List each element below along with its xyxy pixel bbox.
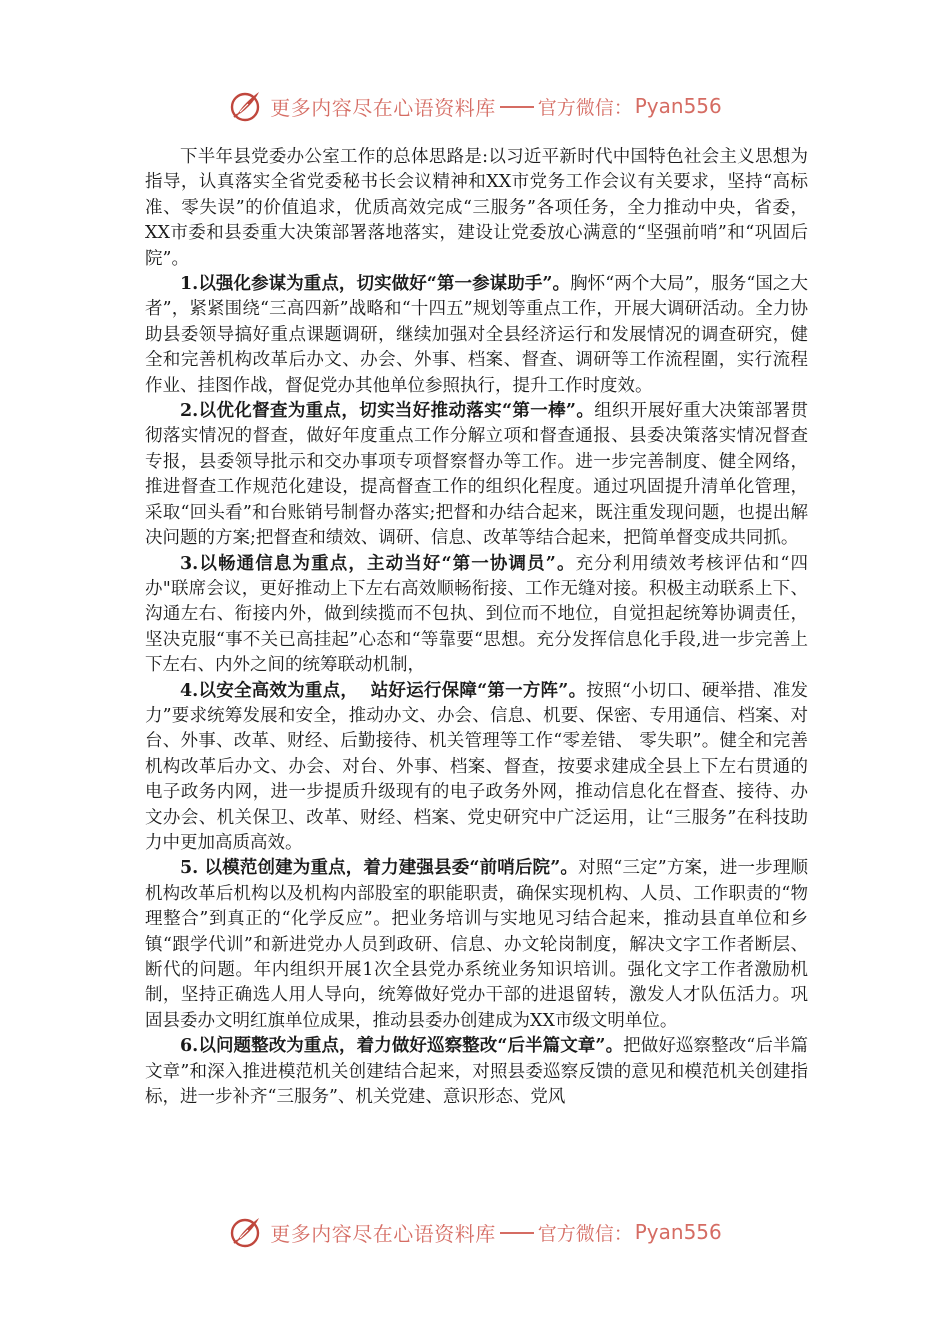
section-paragraph: [145, 552, 808, 679]
banner-brand-text: 更多内容尽在心语资料库: [270, 1221, 496, 1246]
section-body: 充分利用绩效考核评估和“四办"联席会议，更好推动上下左右高效顺畅衔接、工作无缝对接。积极主动联系上下、沟通左右、衔接内外，做到续揽而不包执、到位而不地位，自觉担起统筹协调责任，坚决克服“事不关已高挂起”心态和“等靠要“思想。充分发挥信息化手段,进一步完善上下左右、内外之间的统筹联动机制，: [145, 553, 809, 676]
quill-logo-icon: [228, 88, 264, 124]
section-heading: 4.以安全高效为重点， 站好运行保障“第一方阵”。: [180, 680, 587, 701]
section-heading: 3.以畅通信息为重点，主动当好“第一协调员”。: [180, 553, 576, 574]
banner-wechat-label: 官方微信：: [537, 1222, 633, 1245]
section-body: 按照“小切口、硬举措、准发力”要求统筹发展和安全，推动办文、办会、信息、机要、保密、专用通信、档案、对台、外事、改革、财经、后勤接待、机关管理等工作“零差错、 零失职”。健全和完善机构改革后办文、办会、对台、外事、档案、督查，按要求建成全县上下左右贯通的电子政务内网，进一步提质升级现有的电子政务外网，推动信息化在督查、接待、办文办会、机关保卫、改革、财经、档案、党史研究中广泛运用，让“三服务”在科技助力中更加高质高效。: [145, 680, 808, 853]
intro-paragraph: 下半年县党委办公室工作的总体思路是:以习近平新时代中国特色社会主义思想为指导，认真落实全省党委秘书长会议精神和XX市党务工作会议有关要求，坚持“高标准、零失误”的价值追求，优质高效完成“三服务”各项任务，全力推动中央，省委，XX市委和县委重大决策部署落地落实，建设让党委放心满意的“坚强前哨”和“巩固后院”。: [145, 147, 808, 269]
section-heading: 2.以优化督查为重点，切实当好推动落实“第一棒”。: [180, 401, 595, 422]
banner-dash: [500, 1232, 534, 1234]
banner-wechat-id: Pyan556: [634, 1220, 722, 1244]
section-heading: 6.以问题整改为重点，着力做好巡察整改“后半篇文章”。: [180, 1036, 624, 1057]
banner-dash: [500, 106, 534, 108]
section-paragraph: [145, 272, 808, 399]
section-paragraph: [145, 856, 808, 1034]
section-body: 组织开展好重大决策部署贯彻落实情况的督查，做好年度重点工作分解立项和督查通报、县委决策落实情况督查专报，县委领导批示和交办事项专项督察督办等工作。进一步完善制度、健全网络，推进督查工作规范化建设，提高督查工作的组织化程度。通过巩固提升清单化管理，采取“回头看”和台账销号制督办落实;把督和办结合起来，既注重发现问题，也提出解决问题的方案;把督查和绩效、调研、信息、改革等结合起来，把简单督变成共同抓。: [145, 401, 809, 549]
section-heading: 5. 以模范创建为重点，着力建强县委“前哨后院”。: [180, 858, 579, 879]
banner-brand-text: 更多内容尽在心语资料库: [270, 95, 496, 120]
section-paragraph: [145, 399, 808, 551]
header-banner: [0, 86, 950, 126]
footer-banner: [0, 1212, 950, 1252]
document-body: [145, 145, 808, 1110]
section-paragraph: [145, 679, 808, 857]
banner-wechat-id: Pyan556: [634, 94, 722, 118]
section-heading: 1.以强化参谋为重点，切实做好“第一参谋助手”。: [180, 274, 571, 295]
section-body: 把做好巡察整改“后半篇文章”和深入推进模范机关创建结合起来，对照县委巡察反馈的意见和模范机关创建指标，进一步补齐“三服务”、机关党建、意识形态、党风: [145, 1036, 808, 1108]
section-body: 胸怀“两个大局”，服务“国之大者”，紧紧围绕“三高四新”战略和“十四五”规划等重点工作，开展大调研活动。全力协助县委领导搞好重点课题调研，继续加强对全县经济运行和发展情况的调查研究，健全和完善机构改革后办文、办会、外事、档案、督查、调研等工作流程圍，实行流程作业、挂图作战，督促党办其他单位参照执行，提升工作时度效。: [145, 274, 808, 396]
section-paragraph: [145, 1034, 808, 1110]
quill-logo-icon: [228, 1214, 264, 1250]
section-body: 对照“三定”方案，进一步理顺机构改革后机构以及机构内部股室的职能职责，确保实现机构、人员、工作职责的“物理整合”到真正的“化学反应”。把业务培训与实地见习结合起来，推动县直单位和乡镇“跟学代训”和新进党办人员到政研、信息、办文轮岗制度，解决文字工作者断层、断代的问题。年内组织开展1次全县党办系统业务知识培训。强化文字工作者激励机制，坚持正确选人用人导向，统筹做好党办干部的进退留转，激发人才队伍活力。巩固县委办文明红旗单位成果，推动县委办创建成为XX市级文明单位。: [145, 858, 808, 1031]
banner-wechat-label: 官方微信：: [537, 96, 633, 119]
